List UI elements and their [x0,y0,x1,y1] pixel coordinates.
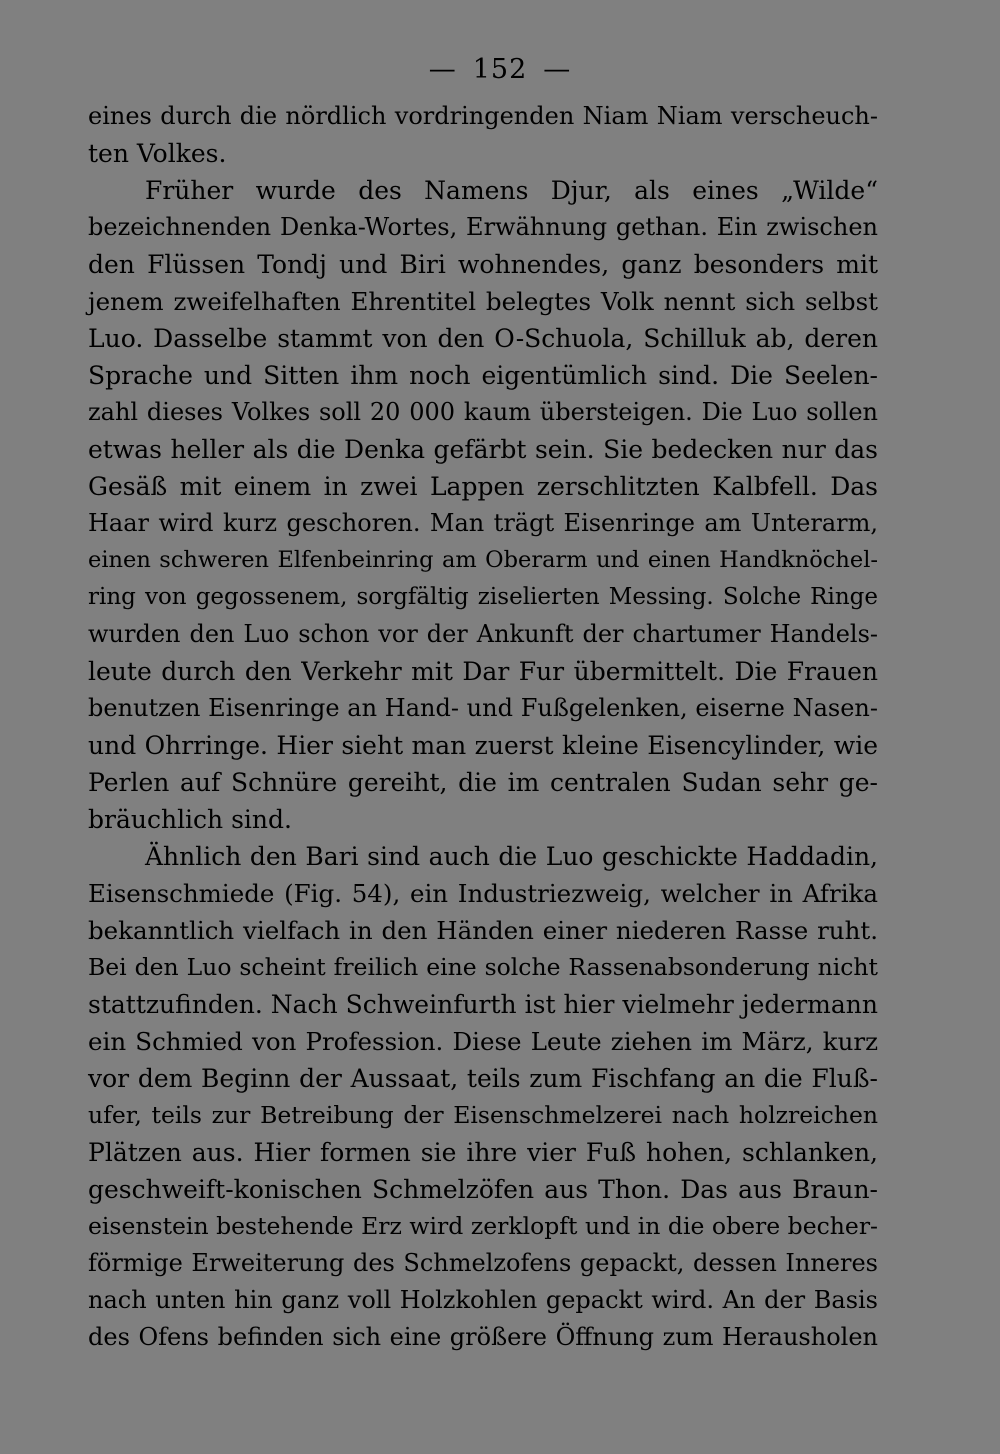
text-line: den Flüssen Tondj und Biri wohnendes, ganz besonders mit [88,250,878,279]
header-dash-left: — [428,54,457,85]
text-line: bezeichnenden Denka-Wortes, Erwähnung gethan. Ein zwischen [88,213,878,241]
text-line: stattzufinden. Nach Schweinfurth ist hier vielmehr jedermann [88,990,878,1019]
text-line: bekanntlich vielfach in den Händen einer niederen Rasse ruht. [88,916,878,945]
text-line: Haar wird kurz geschoren. Man trägt Eisenringe am Unterarm, [88,509,878,537]
text-line: ufer, teils zur Betreibung der Eisenschmelzerei nach holzreichen [88,1101,878,1129]
text-line: Bei den Luo scheint freilich eine solche Rassenabsonderung nicht [88,953,878,981]
text-line: Ähnlich den Bari sind auch die Luo geschickte Haddadin, [145,842,878,871]
text-line: eisenstein bestehende Erz wird zerklopft und in die obere becher- [88,1212,878,1240]
text-line: Eisenschmiede (Fig. 54), ein Industriezweig, welcher in Afrika [88,879,878,908]
text-line: förmige Erweiterung des Schmelzofens gepackt, dessen Inneres [88,1249,878,1277]
text-line: Früher wurde des Namens Djur, als eines „Wilde“ [145,176,878,205]
text-line: ein Schmied von Profession. Diese Leute ziehen im März, kurz [88,1027,878,1056]
text-line: einen schweren Elfenbeinring am Oberarm und einen Handknöchel- [88,547,878,573]
text-line: vor dem Beginn der Aussaat, teils zum Fischfang an die Fluß- [88,1064,878,1093]
text-line: und Ohrringe. Hier sieht man zuerst kleine Eisencylinder, wie [88,731,878,760]
text-line: etwas heller als die Denka gefärbt sein. Sie bedecken nur das [88,435,878,464]
page-number: 152 [472,54,528,85]
text-line: nach unten hin ganz voll Holzkohlen gepackt wird. An der Basis [88,1286,878,1314]
text-line: leute durch den Verkehr mit Dar Fur übermittelt. Die Frauen [88,657,878,686]
text-line: Perlen auf Schnüre gereiht, die im centralen Sudan sehr ge- [88,768,878,797]
text-line: geschweift-konischen Schmelzöfen aus Thon. Das aus Braun- [88,1175,878,1204]
text-line: Gesäß mit einem in zwei Lappen zerschlitzten Kalbfell. Das [88,472,878,501]
text-line: zahl dieses Volkes soll 20 000 kaum übersteigen. Die Luo sollen [88,398,878,426]
text-line: Plätzen aus. Hier formen sie ihre vier Fuß hohen, schlanken, [88,1138,878,1167]
header-dash-right: — [543,54,572,85]
text-line: Luo. Dasselbe stammt von den O-Schuola, Schilluk ab, deren [88,324,878,353]
page-header [0,52,1000,88]
text-line: benutzen Eisenringe an Hand- und Fußgelenken, eiserne Nasen- [88,694,878,722]
text-line: wurden den Luo schon vor der Ankunft der chartumer Handels- [88,620,878,648]
text-line: eines durch die nördlich vordringenden Niam Niam verscheuch- [88,102,878,130]
text-line: bräuchlich sind. [88,805,292,834]
text-line: des Ofens befinden sich eine größere Öffnung zum Herausholen [88,1323,878,1351]
text-line: ten Volkes. [88,139,227,168]
text-line: ring von gegossenem, sorgfältig ziselierten Messing. Solche Ringe [88,584,878,610]
text-line: jenem zweifelhaften Ehrentitel belegtes Volk nennt sich selbst [88,287,878,316]
text-line: Sprache und Sitten ihm noch eigentümlich sind. Die Seelen- [88,361,878,390]
